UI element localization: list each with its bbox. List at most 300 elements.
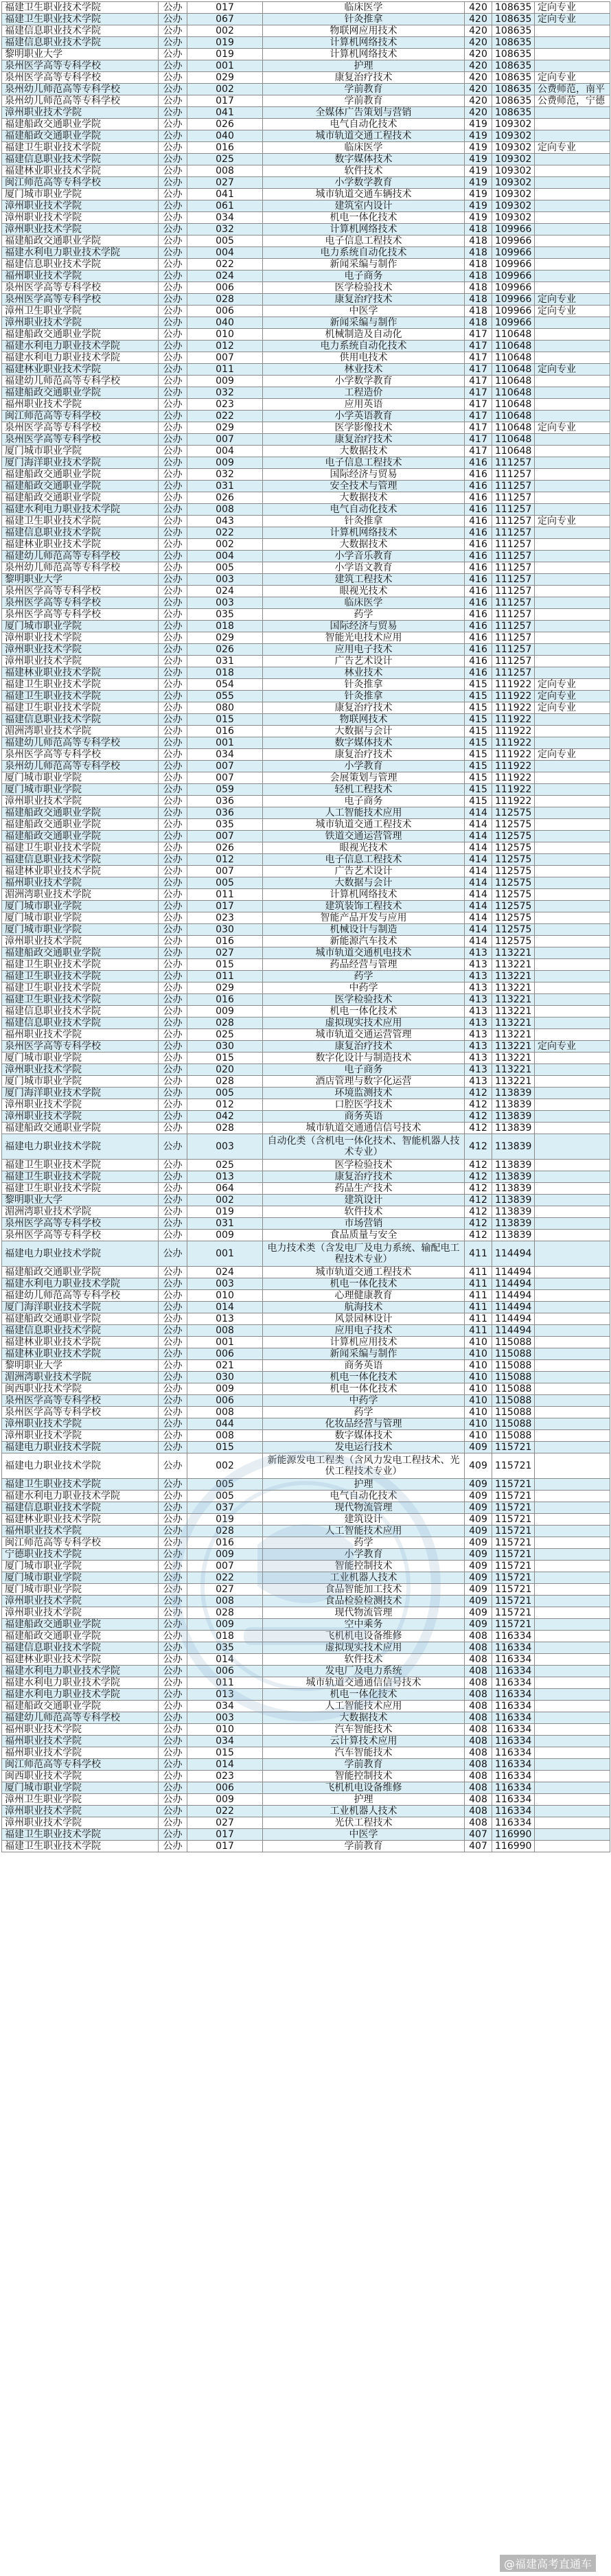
school-cell: 福建林业职业技术学院 [2,539,159,551]
score-cell: 409 [465,1619,492,1631]
school-cell: 福州职业技术学院 [2,1747,159,1759]
school-cell: 黎明职业大学 [2,1360,159,1372]
school-cell: 福建林业职业技术学院 [2,364,159,376]
school-cell: 湄洲湾职业技术学院 [2,1372,159,1383]
rank-cell: 108635 [492,95,535,107]
score-cell: 418 [465,306,492,317]
school-cell: 福建电力职业技术学院 [2,1453,159,1479]
rank-cell: 108635 [492,107,535,119]
score-cell: 416 [465,632,492,644]
table-row [2,95,610,107]
remark-cell [535,1549,610,1561]
table-row [2,1053,610,1064]
school-cell: 漳州职业技术学院 [2,1817,159,1829]
rank-cell: 111257 [492,656,535,667]
school-cell: 福建幼儿师范高等专科学校 [2,737,159,749]
school-cell: 漳州职业技术学院 [2,1806,159,1817]
score-cell: 412 [465,1134,492,1160]
code-cell: 017 [187,1841,263,1852]
school-cell: 泉州医学高等专科学校 [2,1407,159,1418]
school-cell: 福建船政交通职业学院 [2,235,159,247]
school-cell: 福建信息职业技术学院 [2,1006,159,1017]
score-cell: 417 [465,422,492,434]
remark-cell [535,889,610,901]
remark-cell [535,1348,610,1360]
school-cell: 福建信息职业技术学院 [2,259,159,271]
type-cell: 公办 [159,1829,187,1841]
school-cell: 福建船政交通职业学院 [2,1267,159,1278]
major-cell: 机电一体化技术 [263,1372,465,1383]
score-cell: 413 [465,982,492,994]
school-cell: 泉州医学高等专科学校 [2,1218,159,1230]
remark-cell: 定向专业 [535,2,610,14]
table-row [2,1584,610,1596]
code-cell: 024 [187,271,263,282]
rank-cell: 111257 [492,597,535,609]
type-cell: 公办 [159,1724,187,1736]
code-cell: 009 [187,1794,263,1806]
major-cell: 大数据技术 [263,539,465,551]
rank-cell: 113839 [492,1134,535,1160]
major-cell: 电子商务 [263,1064,465,1076]
school-cell: 厦门城市职业学院 [2,189,159,200]
major-cell: 小学数学教育 [263,376,465,387]
score-cell: 416 [465,481,492,492]
school-cell: 福建林业职业技术学院 [2,1348,159,1360]
remark-cell [535,352,610,364]
major-cell: 广告艺术设计 [263,656,465,667]
remark-cell [535,1418,610,1430]
type-cell: 公办 [159,877,187,889]
type-cell: 公办 [159,1537,187,1549]
remark-cell [535,1712,610,1724]
school-cell: 福建林业职业技术学院 [2,165,159,177]
remark-cell [535,1561,610,1572]
rank-cell: 113221 [492,1076,535,1088]
score-cell: 413 [465,1076,492,1088]
rank-cell: 113839 [492,1160,535,1171]
rank-cell: 113839 [492,1206,535,1218]
code-cell: 007 [187,434,263,446]
table-row [2,1712,610,1724]
major-cell: 风景园林设计 [263,1313,465,1325]
rank-cell: 110648 [492,399,535,411]
rank-cell: 110648 [492,352,535,364]
score-cell: 409 [465,1596,492,1607]
school-cell: 福州职业技术学院 [2,1029,159,1041]
remark-cell: 定向专业 [535,142,610,154]
major-cell: 人工智能技术应用 [263,807,465,819]
remark-cell [535,597,610,609]
major-cell: 计算机应用技术 [263,1337,465,1348]
school-cell: 泉州医学高等专科学校 [2,294,159,306]
score-cell: 415 [465,772,492,784]
score-cell: 413 [465,1029,492,1041]
rank-cell: 115088 [492,1372,535,1383]
school-cell: 厦门海洋职业技术学院 [2,1302,159,1313]
code-cell: 009 [187,457,263,469]
table-row [2,819,610,831]
rank-cell: 115088 [492,1383,535,1395]
rank-cell: 113839 [492,1218,535,1230]
remark-cell [535,1817,610,1829]
major-cell: 针灸推拿 [263,679,465,691]
type-cell: 公办 [159,107,187,119]
table-row [2,1442,610,1453]
score-cell: 415 [465,737,492,749]
code-cell: 025 [187,1160,263,1171]
table-row [2,1123,610,1134]
major-cell: 飞机机电设备维修 [263,1631,465,1642]
school-cell: 福建信息职业技术学院 [2,154,159,165]
remark-cell [535,1430,610,1442]
code-cell: 013 [187,1689,263,1701]
major-cell: 小学教育 [263,761,465,772]
rank-cell: 109966 [492,235,535,247]
type-cell: 公办 [159,1806,187,1817]
code-cell: 034 [187,212,263,224]
rank-cell: 109302 [492,154,535,165]
major-cell: 机电一体化技术 [263,1383,465,1395]
code-cell: 016 [187,142,263,154]
school-cell: 福建卫生职业技术学院 [2,842,159,854]
rank-cell: 109966 [492,282,535,294]
rank-cell: 109302 [492,212,535,224]
remark-cell [535,982,610,994]
school-cell: 福建水利电力职业技术学院 [2,1491,159,1502]
table-row [2,1278,610,1290]
score-cell: 416 [465,516,492,527]
table-row [2,25,610,37]
code-cell: 015 [187,1747,263,1759]
type-cell: 公办 [159,1817,187,1829]
school-cell: 福建卫生职业技术学院 [2,1841,159,1852]
major-cell: 商务英语 [263,1360,465,1372]
rank-cell: 115088 [492,1407,535,1418]
remark-cell [535,1689,610,1701]
remark-cell [535,901,610,912]
rank-cell: 115088 [492,1418,535,1430]
score-cell: 413 [465,1041,492,1053]
type-cell: 公办 [159,247,187,259]
type-cell: 公办 [159,457,187,469]
major-cell: 电子信息工程技术 [263,457,465,469]
type-cell: 公办 [159,1502,187,1514]
rank-cell: 116334 [492,1712,535,1724]
rank-cell: 113839 [492,1111,535,1123]
code-cell: 035 [187,819,263,831]
score-cell: 412 [465,1171,492,1183]
code-cell: 028 [187,1526,263,1537]
table-row [2,947,610,959]
remark-cell [535,235,610,247]
school-cell: 福建船政交通职业学院 [2,130,159,142]
major-cell: 应用电子技术 [263,1325,465,1337]
code-cell: 010 [187,329,263,341]
code-cell: 022 [187,1806,263,1817]
code-cell: 016 [187,1537,263,1549]
table-row [2,656,610,667]
major-cell: 大数据技术 [263,1712,465,1724]
major-cell: 工业机器人技术 [263,1806,465,1817]
major-cell: 人工智能技术应用 [263,1701,465,1712]
remark-cell [535,504,610,516]
school-cell: 湄洲湾职业技术学院 [2,726,159,737]
major-cell: 药品经营与管理 [263,959,465,971]
school-cell: 福州职业技术学院 [2,1526,159,1537]
remark-cell [535,819,610,831]
score-cell: 413 [465,1053,492,1064]
score-cell: 416 [465,457,492,469]
major-cell: 医学检验技术 [263,994,465,1006]
score-cell: 408 [465,1747,492,1759]
school-cell: 福建船政交通职业学院 [2,469,159,481]
rank-cell: 113839 [492,1230,535,1241]
table-row [2,1502,610,1514]
rank-cell: 113839 [492,1171,535,1183]
score-cell: 414 [465,936,492,947]
table-row [2,1099,610,1111]
rank-cell: 115721 [492,1502,535,1514]
table-row [2,1206,610,1218]
major-cell: 广告艺术设计 [263,866,465,877]
major-cell: 电力技术类（含发电厂及电力系统、输配电工程技术专业） [263,1241,465,1267]
table-row [2,901,610,912]
remark-cell [535,574,610,586]
major-cell: 国际经济与贸易 [263,469,465,481]
type-cell: 公办 [159,1123,187,1134]
type-cell: 公办 [159,49,187,60]
score-cell: 416 [465,621,492,632]
major-cell: 康复治疗技术 [263,1171,465,1183]
code-cell: 025 [187,154,263,165]
remark-cell [535,994,610,1006]
score-cell: 419 [465,154,492,165]
type-cell: 公办 [159,586,187,597]
table-row [2,364,610,376]
code-cell: 011 [187,1677,263,1689]
rank-cell: 110648 [492,387,535,399]
major-cell: 虚拟现实技术应用 [263,1642,465,1654]
type-cell: 公办 [159,959,187,971]
remark-cell [535,1759,610,1771]
school-cell: 漳州职业技术学院 [2,1418,159,1430]
school-cell: 福建信息职业技术学院 [2,1017,159,1029]
school-cell: 厦门城市职业学院 [2,912,159,924]
score-cell: 419 [465,189,492,200]
table-row [2,1267,610,1278]
score-cell: 416 [465,656,492,667]
table-row [2,1806,610,1817]
code-cell: 005 [187,1491,263,1502]
remark-cell [535,1099,610,1111]
table-row [2,586,610,597]
type-cell: 公办 [159,25,187,37]
type-cell: 公办 [159,1418,187,1430]
table-row [2,807,610,819]
table-row [2,761,610,772]
code-cell: 029 [187,72,263,84]
code-cell: 003 [187,597,263,609]
school-cell: 闽西职业技术学院 [2,1383,159,1395]
type-cell: 公办 [159,1395,187,1407]
type-cell: 公办 [159,1218,187,1230]
remark-cell [535,387,610,399]
major-cell: 大数据技术 [263,446,465,457]
score-cell: 416 [465,609,492,621]
major-cell: 环境监测技术 [263,1088,465,1099]
score-cell: 412 [465,1088,492,1099]
school-cell: 福建船政交通职业学院 [2,481,159,492]
major-cell: 数字媒体技术 [263,154,465,165]
table-row [2,457,610,469]
rank-cell: 116334 [492,1642,535,1654]
major-cell: 城市轨道交通工程技术 [263,819,465,831]
table-row [2,1724,610,1736]
code-cell: 043 [187,516,263,527]
remark-cell [535,212,610,224]
code-cell: 028 [187,1123,263,1134]
table-row [2,982,610,994]
school-cell: 福建信息职业技术学院 [2,854,159,866]
rank-cell: 113839 [492,1099,535,1111]
table-row [2,271,610,282]
remark-cell: 公费师范，南平 [535,84,610,95]
type-cell: 公办 [159,422,187,434]
code-cell: 019 [187,37,263,49]
major-cell: 智能控制技术 [263,1771,465,1782]
table-row [2,282,610,294]
major-cell: 电气自动化技术 [263,1491,465,1502]
school-cell: 福建幼儿师范高等专科学校 [2,1712,159,1724]
type-cell: 公办 [159,411,187,422]
school-cell: 福建卫生职业技术学院 [2,679,159,691]
score-cell: 408 [465,1806,492,1817]
rank-cell: 111257 [492,632,535,644]
table-row [2,1041,610,1053]
type-cell: 公办 [159,679,187,691]
table-row [2,492,610,504]
table-row [2,49,610,60]
score-cell: 418 [465,224,492,235]
code-cell: 027 [187,947,263,959]
type-cell: 公办 [159,189,187,200]
type-cell: 公办 [159,1278,187,1290]
code-cell: 026 [187,492,263,504]
rank-cell: 109966 [492,317,535,329]
remark-cell [535,621,610,632]
code-cell: 019 [187,49,263,60]
code-cell: 003 [187,1278,263,1290]
major-cell: 电力系统自动化技术 [263,341,465,352]
type-cell: 公办 [159,1561,187,1572]
table-row [2,1514,610,1526]
code-cell: 011 [187,889,263,901]
school-cell: 福建幼儿师范高等专科学校 [2,551,159,562]
table-row [2,235,610,247]
major-cell: 化妆品经营与管理 [263,1418,465,1430]
score-cell: 409 [465,1584,492,1596]
score-cell: 420 [465,60,492,72]
score-cell: 413 [465,1017,492,1029]
rank-cell: 111922 [492,796,535,807]
code-cell: 031 [187,1218,263,1230]
table-row [2,259,610,271]
type-cell: 公办 [159,1631,187,1642]
score-cell: 414 [465,912,492,924]
school-cell: 漳州职业技术学院 [2,212,159,224]
table-row [2,130,610,142]
table-row [2,1841,610,1852]
remark-cell [535,1017,610,1029]
score-cell: 418 [465,317,492,329]
remark-cell [535,1195,610,1206]
code-cell: 003 [187,1712,263,1724]
table-row [2,1642,610,1654]
type-cell: 公办 [159,1076,187,1088]
type-cell: 公办 [159,1183,187,1195]
remark-cell [535,1337,610,1348]
score-cell: 414 [465,924,492,936]
type-cell: 公办 [159,889,187,901]
score-cell: 415 [465,726,492,737]
school-cell: 福建电力职业技术学院 [2,1241,159,1267]
score-cell: 418 [465,247,492,259]
rank-cell: 111922 [492,679,535,691]
major-cell: 安全技术与管理 [263,481,465,492]
score-cell: 420 [465,72,492,84]
remark-cell [535,667,610,679]
type-cell: 公办 [159,1782,187,1794]
code-cell: 029 [187,422,263,434]
remark-cell [535,1537,610,1549]
table-row [2,2,610,14]
major-cell: 汽车智能技术 [263,1747,465,1759]
table-row [2,1782,610,1794]
table-row [2,1549,610,1561]
score-cell: 408 [465,1759,492,1771]
table-row [2,1572,610,1584]
rank-cell: 116334 [492,1701,535,1712]
type-cell: 公办 [159,1160,187,1171]
major-cell: 智能产品开发与应用 [263,912,465,924]
score-cell: 415 [465,796,492,807]
remark-cell [535,1111,610,1123]
remark-cell [535,924,610,936]
rank-cell: 114494 [492,1241,535,1267]
table-row [2,609,610,621]
code-cell: 012 [187,854,263,866]
type-cell: 公办 [159,1526,187,1537]
major-cell: 机电一体化技术 [263,1278,465,1290]
code-cell: 044 [187,1418,263,1430]
type-cell: 公办 [159,224,187,235]
school-cell: 福建信息职业技术学院 [2,1502,159,1514]
score-cell: 416 [465,667,492,679]
remark-cell [535,726,610,737]
major-cell: 小学音乐教育 [263,551,465,562]
major-cell: 数字化设计与制造技术 [263,1053,465,1064]
code-cell: 008 [187,1325,263,1337]
remark-cell [535,866,610,877]
remark-cell [535,807,610,819]
table-row [2,1290,610,1302]
code-cell: 001 [187,60,263,72]
major-cell: 药品生产技术 [263,1183,465,1195]
code-cell: 027 [187,177,263,189]
code-cell: 016 [187,936,263,947]
score-cell: 418 [465,282,492,294]
